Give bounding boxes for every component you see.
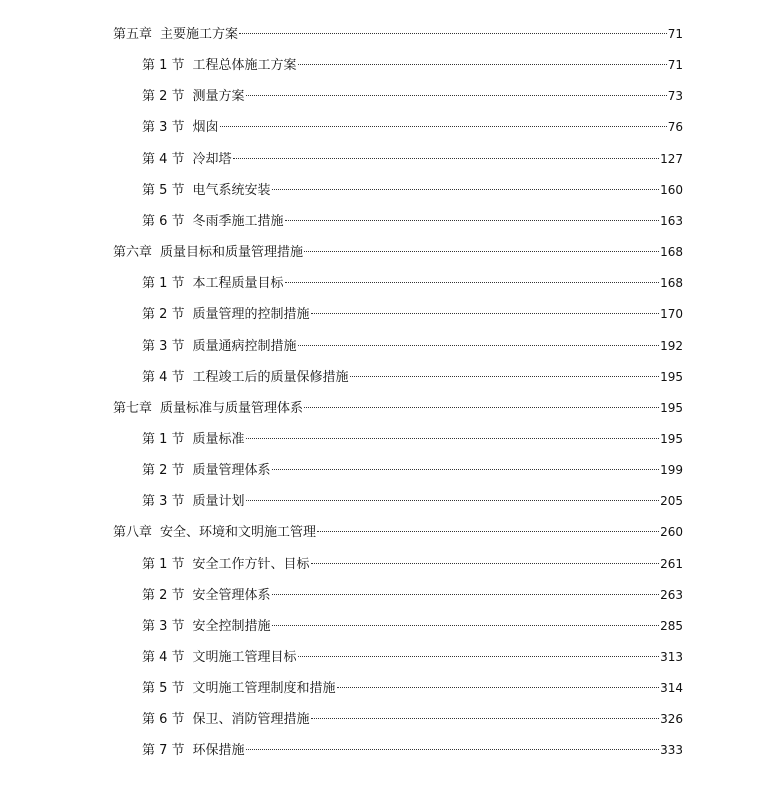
- dot-leader: [220, 126, 667, 127]
- dot-leader: [298, 64, 667, 65]
- toc-number: 第八章: [113, 525, 153, 541]
- toc-entry: [142, 429, 683, 450]
- toc-section-row[interactable]: [0, 86, 780, 106]
- toc-title: 质量管理的控制措施: [192, 307, 310, 323]
- toc-number: 第 5 节: [142, 182, 185, 198]
- toc-page-number: 168: [660, 276, 683, 291]
- dot-leader: [246, 749, 660, 750]
- dot-leader: [311, 313, 660, 314]
- toc-page-number: 163: [660, 213, 683, 228]
- toc-number: 第 1 节: [142, 431, 185, 447]
- toc-number: 第 4 节: [142, 650, 185, 665]
- toc-section-row[interactable]: [0, 304, 780, 324]
- toc-chapter-row[interactable]: [0, 24, 780, 44]
- toc-page-number: 160: [660, 182, 683, 197]
- toc-entry: [142, 709, 683, 730]
- toc-label: [142, 181, 271, 201]
- toc-number: 第 2 节: [142, 587, 185, 603]
- toc-label: [113, 243, 303, 263]
- toc-section-row[interactable]: [0, 367, 780, 387]
- toc-section-row[interactable]: [0, 678, 780, 698]
- toc-entry: [142, 460, 683, 481]
- toc-title: 主要施工方案: [160, 27, 239, 42]
- toc-page-number: 205: [660, 494, 683, 509]
- toc-number: 第 5 节: [142, 681, 185, 697]
- dot-leader: [350, 376, 660, 377]
- toc-entry: [142, 86, 683, 107]
- toc-page-number: 71: [667, 58, 683, 73]
- toc-number: 第 1 节: [142, 276, 185, 292]
- toc-page-number: 326: [660, 712, 683, 727]
- toc-label: [142, 555, 310, 575]
- toc-number: 第 2 节: [142, 89, 185, 105]
- dot-leader: [233, 158, 660, 159]
- dot-leader: [246, 438, 660, 439]
- toc-section-row[interactable]: [0, 460, 780, 480]
- toc-title: 质量目标和质量管理措施: [160, 245, 304, 261]
- dot-leader: [285, 282, 660, 283]
- toc-page-number: 168: [660, 245, 683, 260]
- toc-label: [142, 337, 297, 357]
- toc-label: [142, 492, 245, 512]
- toc-number: 第 3 节: [142, 120, 185, 136]
- toc-label: [142, 274, 284, 294]
- toc-label: [142, 305, 310, 325]
- toc-label: [142, 368, 349, 388]
- toc-title: 质量通病控制措施: [192, 338, 297, 354]
- toc-title: 保卫、消防管理措施: [192, 712, 310, 728]
- toc-title: 工程竣工后的质量保修措施: [192, 369, 349, 385]
- toc-number: 第七章: [113, 400, 153, 416]
- toc-title: 质量计划: [192, 494, 245, 510]
- toc-label: [142, 87, 245, 107]
- toc-number: 第 4 节: [142, 151, 185, 167]
- toc-label: [142, 586, 271, 606]
- dot-leader: [246, 95, 667, 96]
- toc-section-row[interactable]: [0, 554, 780, 574]
- toc-number: 第 3 节: [142, 618, 185, 634]
- toc-page-number: 313: [660, 650, 683, 664]
- dot-leader: [311, 718, 660, 719]
- toc-page-number: 195: [660, 400, 683, 415]
- toc-number: 第 2 节: [142, 307, 185, 323]
- toc-number: 第六章: [113, 245, 153, 261]
- toc-number: 第 7 节: [142, 743, 185, 759]
- toc-title: 冬雨季施工措施: [192, 213, 284, 229]
- toc-section-row[interactable]: [0, 180, 780, 200]
- toc-page-number: 285: [660, 618, 683, 633]
- toc-label: [142, 741, 245, 761]
- toc-page-number: 76: [667, 120, 683, 135]
- toc-entry: [142, 491, 683, 512]
- toc-page-number: 261: [660, 556, 683, 571]
- toc-entry: [142, 367, 683, 388]
- dot-leader: [285, 220, 660, 221]
- dot-leader: [298, 656, 660, 657]
- toc-page-number: 192: [660, 338, 683, 353]
- toc-title: 电气系统安装: [192, 182, 271, 198]
- toc-entry: [113, 242, 683, 263]
- toc-page-number: 73: [667, 89, 683, 104]
- toc-title: 本工程质量目标: [192, 276, 284, 292]
- dot-leader: [311, 563, 660, 564]
- toc-label: [142, 648, 297, 668]
- toc-section-row[interactable]: [0, 709, 780, 729]
- toc-entry: [113, 522, 683, 543]
- toc-number: 第 3 节: [142, 494, 185, 510]
- toc-page-number: 199: [660, 463, 683, 478]
- toc-entry: [142, 616, 683, 637]
- toc-label: [142, 710, 310, 730]
- toc-page-number: 260: [660, 525, 683, 540]
- dot-leader: [246, 500, 660, 501]
- toc-label: [142, 617, 271, 637]
- toc-chapter-row[interactable]: [0, 398, 780, 418]
- toc-section-row[interactable]: [0, 336, 780, 356]
- toc-entry: [142, 740, 683, 761]
- toc-section-row[interactable]: [0, 740, 780, 760]
- toc-title: 安全、环境和文明施工管理: [160, 525, 317, 541]
- toc-label: [142, 430, 245, 450]
- toc-number: 第 6 节: [142, 213, 185, 229]
- toc-entry: [142, 149, 683, 170]
- toc-page-number: 195: [660, 369, 683, 384]
- toc-entry: [142, 678, 683, 699]
- dot-leader: [239, 33, 667, 34]
- toc-entry: [142, 647, 683, 668]
- dot-leader: [304, 251, 659, 252]
- toc-entry: [142, 273, 683, 294]
- dot-leader: [272, 594, 660, 595]
- toc-label: [113, 25, 238, 45]
- toc-section-row[interactable]: [0, 616, 780, 636]
- toc-title: 安全控制措施: [192, 618, 271, 634]
- toc-entry: [142, 117, 683, 138]
- toc-number: 第 1 节: [142, 556, 185, 572]
- toc-label: [142, 679, 336, 699]
- toc-section-row[interactable]: [0, 273, 780, 293]
- toc-chapter-row[interactable]: [0, 522, 780, 542]
- toc-entry: [142, 554, 683, 575]
- toc-label: [142, 118, 219, 138]
- toc-section-row[interactable]: [0, 55, 780, 75]
- toc-page-number: 314: [660, 681, 683, 696]
- dot-leader: [272, 189, 660, 190]
- toc-entry: [142, 304, 683, 325]
- toc-number: 第 2 节: [142, 463, 185, 479]
- toc-title: 质量标准: [192, 431, 245, 447]
- dot-leader: [304, 407, 659, 408]
- toc-entry: [113, 24, 683, 45]
- toc-label: [142, 150, 232, 170]
- toc-number: 第 3 节: [142, 338, 185, 354]
- toc-title: 安全管理体系: [192, 587, 271, 603]
- toc-title: 质量管理体系: [192, 463, 271, 479]
- dot-leader: [317, 531, 659, 532]
- toc-title: 文明施工管理制度和措施: [192, 681, 336, 697]
- dot-leader: [272, 469, 660, 470]
- toc-section-row[interactable]: [0, 491, 780, 511]
- dot-leader: [298, 345, 660, 346]
- toc-page-number: 170: [660, 307, 683, 322]
- toc-title: 质量标准与质量管理体系: [160, 400, 304, 416]
- toc-chapter-row[interactable]: [0, 242, 780, 262]
- toc-label: [142, 56, 297, 76]
- toc-title: 冷却塔: [192, 151, 232, 167]
- toc-entry: [113, 398, 683, 419]
- toc-page-number: 263: [660, 587, 683, 602]
- toc-title: 文明施工管理目标: [192, 650, 297, 665]
- toc-page-number: 127: [660, 151, 683, 166]
- toc-entry: [142, 585, 683, 606]
- toc-entry: [142, 211, 683, 232]
- toc-title: 烟囱: [192, 120, 219, 136]
- toc-label: [142, 212, 284, 232]
- toc-title: 测量方案: [192, 89, 245, 105]
- toc-number: 第 1 节: [142, 58, 185, 74]
- toc-page-number: 333: [660, 743, 683, 758]
- toc-title: 安全工作方针、目标: [192, 556, 310, 572]
- toc-entry: [142, 180, 683, 201]
- toc-section-row[interactable]: [0, 149, 780, 169]
- toc-section-row[interactable]: [0, 117, 780, 137]
- toc-label: [113, 523, 316, 543]
- toc-title: 工程总体施工方案: [192, 58, 297, 74]
- toc-entry: [142, 55, 683, 76]
- dot-leader: [337, 687, 660, 688]
- toc-page-number: 71: [667, 27, 683, 41]
- toc-number: 第 4 节: [142, 369, 185, 385]
- toc-number: 第五章: [113, 27, 153, 42]
- toc-label: [113, 399, 303, 419]
- toc-label: [142, 461, 271, 481]
- toc-title: 环保措施: [192, 743, 245, 759]
- toc-section-row[interactable]: [0, 429, 780, 449]
- dot-leader: [272, 625, 660, 626]
- toc-page-number: 195: [660, 431, 683, 446]
- toc-number: 第 6 节: [142, 712, 185, 728]
- toc-section-row[interactable]: [0, 585, 780, 605]
- toc-section-row[interactable]: [0, 647, 780, 667]
- toc-section-row[interactable]: [0, 211, 780, 231]
- toc-entry: [142, 336, 683, 357]
